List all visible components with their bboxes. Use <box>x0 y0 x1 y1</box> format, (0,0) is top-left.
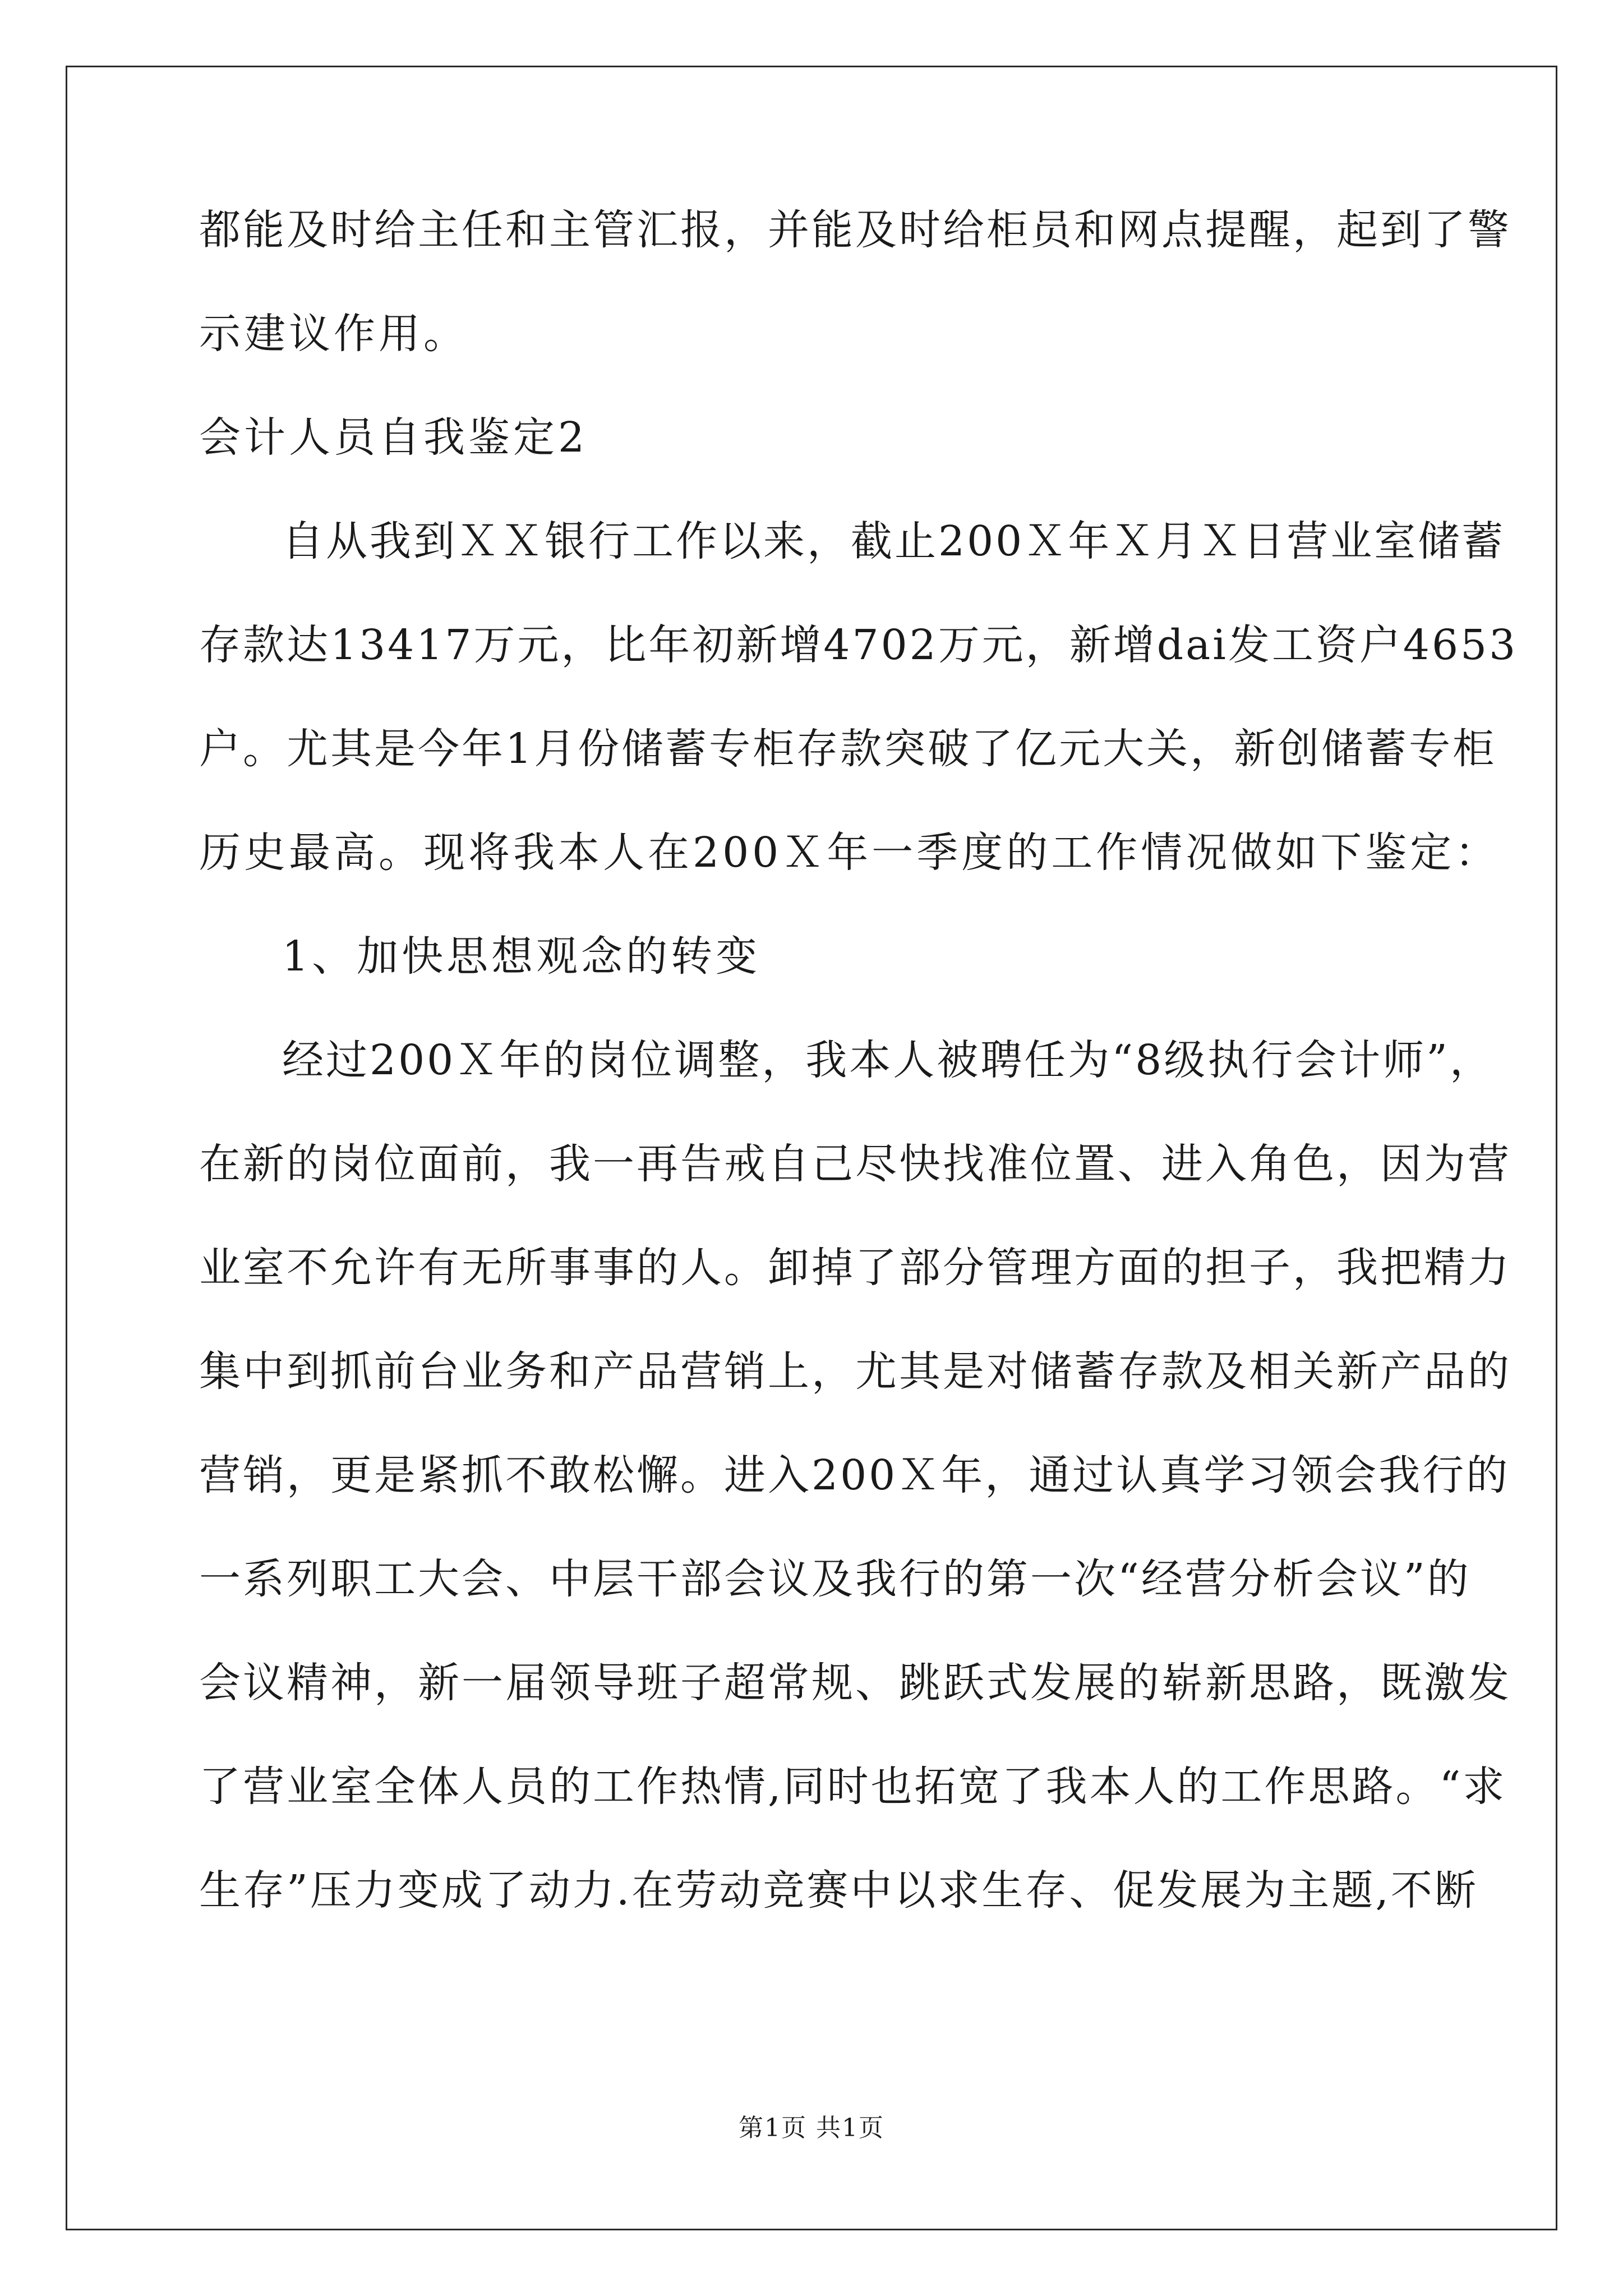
page-footer: 第1页 共1页 <box>739 2114 884 2142</box>
text-line: 示建议作用。 <box>199 310 468 358</box>
section-heading: 会计人员自我鉴定2 <box>199 413 588 462</box>
text-line: 存款达13417万元，比年初新增4702万元，新增dai发工资户4653 <box>199 621 1518 669</box>
text-line: 生存”压力变成了动力.在劳动竞赛中以求生存、促发展为主题,不断 <box>199 1866 1478 1915</box>
text-line: 会议精神，新一届领导班子超常规、跳跃式发展的崭新思路，既激发 <box>199 1659 1511 1707</box>
text-line: 自从我到ＸＸ银行工作以来，截止200Ｘ年Ｘ月Ｘ日营业室储蓄 <box>282 517 1506 565</box>
text-line: 都能及时给主任和主管汇报，并能及时给柜员和网点提醒，起到了警 <box>199 206 1511 254</box>
text-line: 户。尤其是今年1月份储蓄专柜存款突破了亿元大关，新创储蓄专柜 <box>199 725 1497 773</box>
text-line: 一系列职工大会、中层干部会议及我行的第一次“经营分析会议”的 <box>199 1555 1471 1603</box>
text-line: 历史最高。现将我本人在200Ｘ年一季度的工作情况做如下鉴定： <box>199 829 1500 877</box>
text-line: 集中到抓前台业务和产品营销上，尤其是对储蓄存款及相关新产品的 <box>199 1347 1511 1396</box>
text-line: 业室不允许有无所事事的人。卸掉了部分管理方面的担子，我把精力 <box>199 1244 1511 1292</box>
text-line: 了营业室全体人员的工作热情,同时也拓宽了我本人的工作思路。“求 <box>199 1763 1507 1811</box>
text-line: 在新的岗位面前，我一再告戒自己尽快找准位置、进入角色，因为营 <box>199 1140 1511 1188</box>
text-line: 经过200Ｘ年的岗位调整，我本人被聘任为“8级执行会计师”， <box>282 1036 1493 1084</box>
text-line: 营销，更是紧抓不敢松懈。进入200Ｘ年，通过认真学习领会我行的 <box>199 1451 1510 1499</box>
subsection-heading: 1、加快思想观念的转变 <box>282 932 761 981</box>
